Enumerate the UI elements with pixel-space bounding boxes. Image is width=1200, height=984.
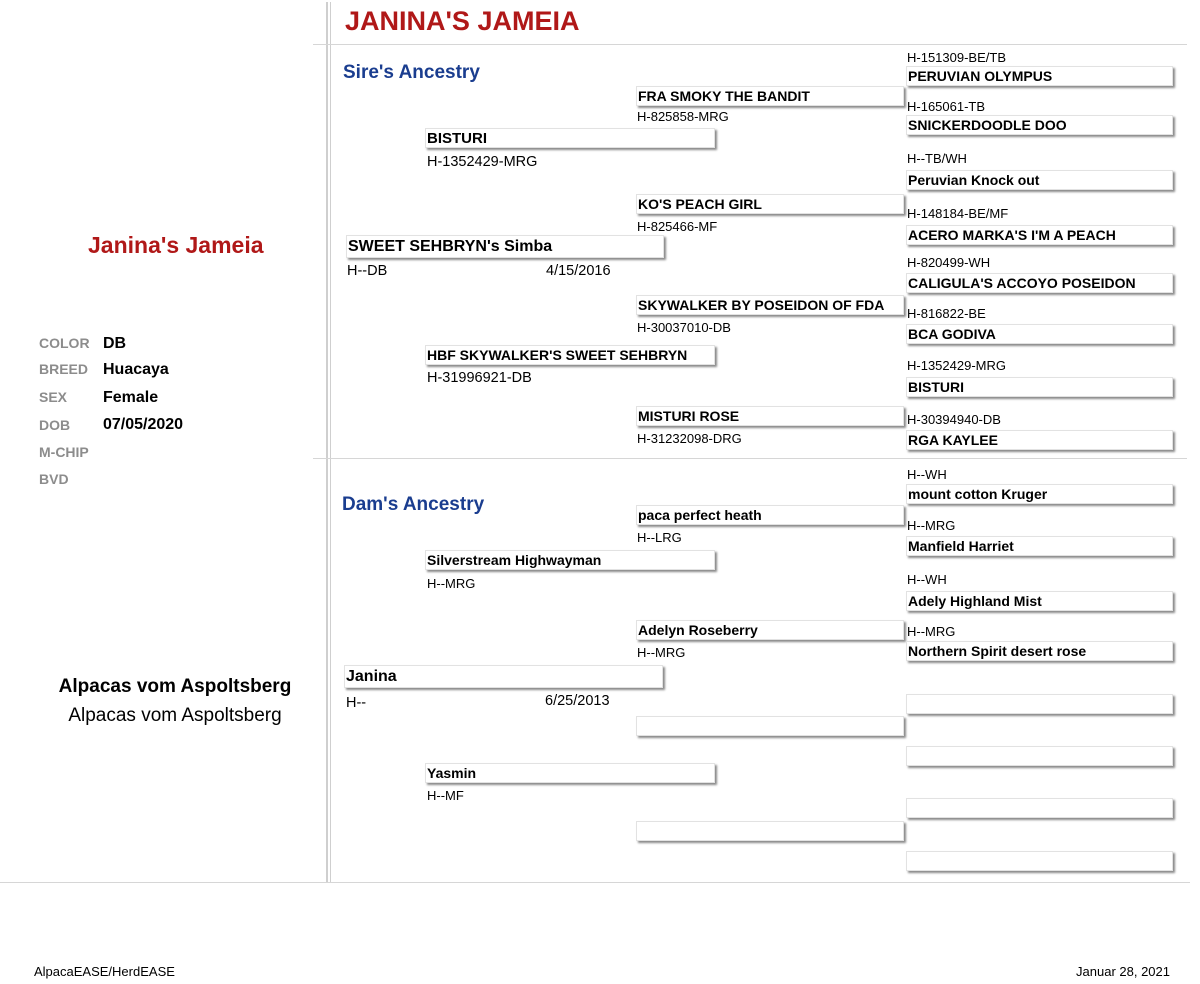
ggg-box: mount cotton Kruger <box>906 484 1173 504</box>
grandparent-box: Yasmin <box>425 763 715 783</box>
detail-value-breed: Huacaya <box>103 361 169 378</box>
detail-label-mchip: M-CHIP <box>39 444 89 460</box>
detail-label-color: COLOR <box>39 335 90 351</box>
grandparent-box: HBF SKYWALKER'S SWEET SEHBRYN <box>425 345 715 365</box>
great-grandparent-box: FRA SMOKY THE BANDIT <box>636 86 904 106</box>
ggg-box-empty <box>906 694 1173 714</box>
sire-dam-separator <box>313 458 1187 459</box>
detail-label-breed: BREED <box>39 361 89 377</box>
ggg-reg: H--WH <box>907 467 947 482</box>
breeder-name: Alpacas vom Aspoltsberg <box>68 705 282 726</box>
detail-label-bvd: BVD <box>39 471 69 487</box>
great-grandparent-box: SKYWALKER BY POSEIDON OF FDA <box>636 295 904 315</box>
grandparent-reg: H-31996921-DB <box>427 370 532 386</box>
ggg-reg: H-165061-TB <box>907 99 986 114</box>
ggg-reg: H-30394940-DB <box>907 412 1001 427</box>
footer-software-name: AlpacaEASE/HerdEASE <box>34 964 175 979</box>
page-title: JANINA'S JAMEIA <box>345 6 580 36</box>
great-grandparent-box: MISTURI ROSE <box>636 406 904 426</box>
detail-label-sex: SEX <box>39 389 68 405</box>
grandparent-reg: H--MRG <box>427 576 476 591</box>
grandparent-reg: H-1352429-MRG <box>427 154 538 170</box>
ggg-reg: H-151309-BE/TB <box>907 50 1006 65</box>
ggg-reg: H--WH <box>907 572 947 587</box>
ggg-reg: H-820499-WH <box>907 255 991 270</box>
dam-reg: H-- <box>346 695 367 711</box>
great-grandparent-box-empty <box>636 716 904 736</box>
breeder-name-bold: Alpacas vom Aspoltsberg <box>58 676 292 697</box>
ggg-reg: H--MRG <box>907 624 956 639</box>
left-divider-line-2 <box>330 2 331 882</box>
sire-section-header: Sire's Ancestry <box>343 62 480 83</box>
great-grandparent-box-empty <box>636 821 904 841</box>
ggg-box-empty <box>906 851 1173 871</box>
ggg-box-empty <box>906 798 1173 818</box>
great-grandparent-reg: H--MRG <box>637 645 686 660</box>
detail-value-sex: Female <box>103 389 159 406</box>
bottom-rule <box>0 882 1190 883</box>
left-divider-line <box>326 2 328 882</box>
ggg-reg: H--TB/WH <box>907 151 967 166</box>
sire-reg: H--DB <box>347 263 388 279</box>
great-grandparent-reg: H-825466-MF <box>637 219 718 234</box>
ggg-box-empty <box>906 746 1173 766</box>
great-grandparent-box: KO'S PEACH GIRL <box>636 194 904 214</box>
grandparent-box: BISTURI <box>425 128 715 148</box>
great-grandparent-reg: H-31232098-DRG <box>637 431 742 446</box>
great-grandparent-reg: H-30037010-DB <box>637 320 731 335</box>
ggg-box: Peruvian Knock out <box>906 170 1173 190</box>
detail-value-color: DB <box>103 335 127 352</box>
ggg-reg: H-816822-BE <box>907 306 986 321</box>
great-grandparent-reg: H-825858-MRG <box>637 109 729 124</box>
detail-value-dob: 07/05/2020 <box>103 416 184 433</box>
ggg-box: Adely Highland Mist <box>906 591 1173 611</box>
great-grandparent-reg: H--LRG <box>637 530 682 545</box>
ggg-box: Northern Spirit desert rose <box>906 641 1173 661</box>
dam-name-box: Janina <box>344 665 663 688</box>
ggg-reg: H-1352429-MRG <box>907 358 1006 373</box>
sire-name-box: SWEET SEHBRYN's Simba <box>346 235 664 258</box>
title-underline <box>313 44 1187 45</box>
ggg-box: RGA KAYLEE <box>906 430 1173 450</box>
grandparent-reg: H--MF <box>427 788 464 803</box>
ggg-reg: H-148184-BE/MF <box>907 206 1009 221</box>
ggg-box: SNICKERDOODLE DOO <box>906 115 1173 135</box>
detail-label-dob: DOB <box>39 417 71 433</box>
dam-dob: 6/25/2013 <box>545 693 610 709</box>
ggg-reg: H--MRG <box>907 518 956 533</box>
ggg-box: ACERO MARKA'S I'M A PEACH <box>906 225 1173 245</box>
ggg-box: PERUVIAN OLYMPUS <box>906 66 1173 86</box>
great-grandparent-box: Adelyn Roseberry <box>636 620 904 640</box>
footer-date: Januar 28, 2021 <box>1076 964 1170 979</box>
ggg-box: CALIGULA'S ACCOYO POSEIDON <box>906 273 1173 293</box>
great-grandparent-box: paca perfect heath <box>636 505 904 525</box>
animal-name: Janina's Jameia <box>88 232 264 258</box>
ggg-box: Manfield Harriet <box>906 536 1173 556</box>
grandparent-box: Silverstream Highwayman <box>425 550 715 570</box>
ggg-box: BCA GODIVA <box>906 324 1173 344</box>
dam-section-header: Dam's Ancestry <box>342 494 485 515</box>
ggg-box: BISTURI <box>906 377 1173 397</box>
sire-dob: 4/15/2016 <box>546 263 611 279</box>
